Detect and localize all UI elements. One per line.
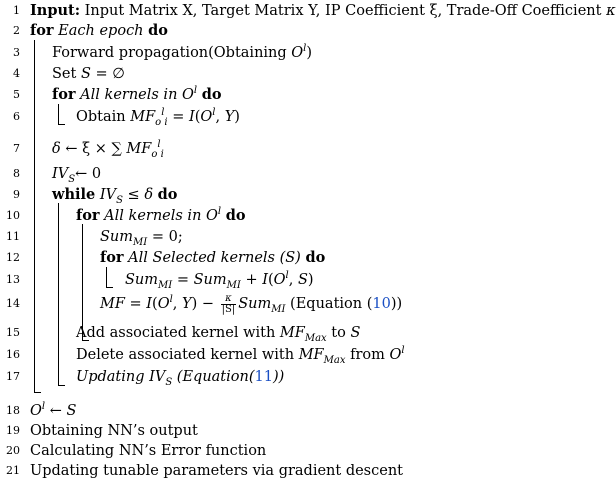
text-run: do [305, 249, 326, 266]
line-number: 5 [13, 88, 20, 101]
line-number: 1 [13, 4, 20, 17]
text-run: = ∅ [90, 66, 125, 82]
text-run: MI [226, 279, 241, 291]
line-number: 4 [13, 67, 20, 80]
line-text [125, 269, 314, 291]
text-run: o [151, 148, 158, 160]
text-run: (Equation ( [285, 296, 373, 312]
text-run: l [41, 401, 46, 413]
line-number: 6 [13, 110, 20, 123]
text-run: MF [279, 325, 305, 341]
text-run: O [389, 347, 402, 363]
line-number: 8 [13, 167, 20, 180]
line-text [30, 20, 168, 42]
text-run: S [66, 403, 77, 419]
text-run: S [68, 173, 76, 185]
text-run: S [350, 325, 361, 341]
line-number: 10 [6, 209, 20, 222]
text-run: Max [304, 332, 327, 344]
text-run: All Selected kernels (S) [123, 250, 306, 266]
text-run: Add associated kernel with [76, 325, 280, 341]
line-text [52, 42, 312, 64]
block-bracket [106, 267, 113, 288]
text-run: to [326, 325, 351, 341]
text-run: i [160, 148, 164, 160]
line-number: 12 [6, 251, 20, 264]
text-run: ) [306, 45, 313, 61]
text-run: = [172, 272, 194, 288]
line-text [52, 84, 222, 106]
text-run: Updating IV [76, 369, 166, 385]
text-run: I [188, 109, 195, 125]
text-run: MF [130, 109, 156, 125]
text-run: ← 0 [75, 166, 102, 182]
text-run: ( [267, 272, 274, 288]
text-run: S [116, 194, 123, 206]
text-run: for [100, 249, 124, 266]
text-run: S [165, 376, 173, 388]
text-run: Delete associated kernel with [76, 347, 299, 363]
text-run: All kernels in [99, 208, 207, 224]
text-run: IV [99, 187, 117, 203]
text-run: O [206, 208, 218, 224]
text-run: MF [126, 141, 152, 157]
line-text [52, 184, 177, 206]
line-number: 13 [6, 273, 20, 286]
text-run: do [225, 207, 246, 224]
text-run: l [212, 107, 216, 119]
text-run: = [124, 296, 147, 312]
block-bracket [58, 203, 65, 386]
text-run: Y [224, 109, 235, 125]
line-text [76, 322, 360, 344]
text-run: Obtaining NN’s output [30, 423, 198, 439]
text-run: Each epoch [53, 23, 149, 39]
text-run: δ [144, 187, 154, 203]
line-number: 7 [13, 142, 20, 155]
line-text [52, 63, 125, 85]
text-run: ← [45, 403, 67, 419]
line-number: 9 [13, 188, 20, 201]
text-run: Obtain [76, 109, 131, 125]
text-run: I [262, 272, 268, 288]
text-run: l [161, 107, 165, 119]
text-run: do [201, 86, 222, 103]
text-run: = [167, 109, 189, 125]
text-run: )) [272, 369, 285, 385]
text-run: l [285, 270, 289, 282]
line-number: 21 [6, 464, 20, 477]
text-run: for [76, 207, 100, 224]
text-run: Sum [193, 272, 227, 288]
text-run: O [200, 109, 213, 125]
line-text [100, 293, 402, 315]
line-number: 17 [6, 370, 20, 383]
block-bracket [58, 104, 65, 125]
block-bracket [34, 40, 41, 393]
text-run: All kernels in [75, 87, 183, 103]
line-text [30, 0, 616, 22]
text-run: )) [390, 296, 403, 312]
text-run: κ [606, 3, 616, 19]
text-run: ( [152, 296, 158, 312]
text-run: Max [323, 354, 346, 366]
text-run: l [303, 43, 307, 55]
line-text [30, 420, 198, 442]
text-run: from [345, 347, 390, 363]
text-run: ≤ [122, 187, 145, 203]
line-text [76, 344, 405, 366]
line-text [52, 163, 101, 185]
equation-link[interactable]: 10 [372, 296, 391, 312]
line-text [30, 400, 76, 422]
text-run: O [291, 45, 304, 61]
text-run: l [157, 139, 161, 151]
text-run: MI [133, 236, 148, 248]
text-run: O [157, 296, 170, 312]
line-text [76, 106, 240, 128]
text-run: for [30, 22, 54, 39]
text-run: ) − [191, 296, 219, 312]
text-run: Calculating NN’s Error function [30, 443, 267, 459]
text-run: do [148, 22, 168, 39]
text-run: δ [52, 141, 61, 157]
text-run: l [193, 85, 198, 97]
text-run: while [52, 186, 96, 203]
text-run: O [273, 272, 286, 288]
text-run: O [30, 403, 42, 419]
line-number: 11 [6, 230, 20, 243]
text-run: (Equation( [172, 369, 255, 385]
text-run: Sum [100, 229, 134, 245]
text-run: ) [234, 109, 240, 125]
block-bracket [82, 224, 89, 341]
text-run: S [80, 66, 91, 82]
line-text [76, 366, 284, 388]
line-number: 19 [6, 424, 20, 437]
text-run: Y [182, 296, 192, 312]
text-run: Input Matrix X, Target Matrix Y, IP Coefficient ξ, Trade-Off Coefficient [80, 3, 607, 19]
line-number: 18 [6, 404, 20, 417]
text-run: IV [52, 166, 69, 182]
line-text [52, 138, 164, 160]
text-run: ( [194, 109, 201, 125]
text-run: ← ξ × ∑ [60, 141, 127, 157]
text-run: , [288, 272, 298, 288]
text-run: I [146, 296, 153, 312]
text-run: Sum [125, 272, 159, 288]
text-run: l [401, 345, 405, 357]
line-number: 20 [6, 444, 20, 457]
text-run: i [164, 116, 168, 128]
text-run: , [215, 109, 225, 125]
text-run: do [157, 186, 178, 203]
text-run: Sum [238, 296, 272, 312]
line-text [30, 460, 403, 482]
line-number: 3 [13, 46, 20, 59]
line-number: 14 [6, 297, 20, 310]
text-run: S [297, 272, 308, 288]
text-run: Set [52, 66, 81, 82]
line-number: 16 [6, 348, 20, 361]
text-run: Updating tunable parameters via gradient descent [30, 463, 403, 479]
text-run: , [172, 296, 183, 312]
line-text [100, 247, 325, 269]
text-run: o [155, 116, 162, 128]
text-run: = 0; [147, 229, 183, 245]
text-run: MF [298, 347, 324, 363]
line-number: 2 [13, 24, 20, 37]
text-run: MI [271, 303, 286, 315]
line-number: 15 [6, 326, 20, 339]
text-run: l [169, 294, 173, 306]
line-text [100, 226, 183, 248]
text-run: ) [307, 272, 314, 288]
text-run: Forward propagation(Obtaining [52, 45, 292, 61]
equation-link[interactable]: 11 [254, 369, 273, 385]
text-run: MF [100, 296, 125, 312]
text-run: Input: [30, 2, 81, 19]
text-run: l [217, 206, 222, 218]
line-text [30, 440, 266, 462]
text-run: MI [158, 279, 173, 291]
text-run: O [182, 87, 194, 103]
fraction: $\frac{\kappa}{|S|}$ [221, 292, 236, 315]
text-run: + [240, 272, 263, 288]
text-run: for [52, 86, 76, 103]
line-text [76, 205, 246, 227]
